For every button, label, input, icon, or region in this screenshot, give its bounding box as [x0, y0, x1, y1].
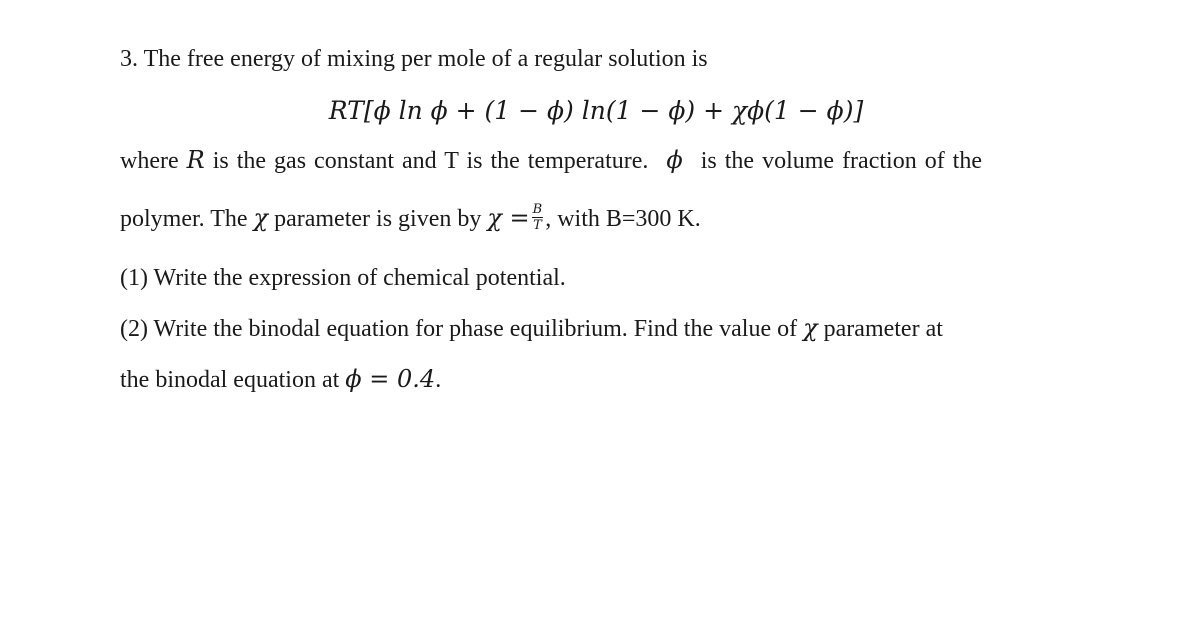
part2-line2-prefix: the binodal equation at: [120, 367, 346, 393]
phi-symbol: ϕ: [666, 146, 683, 174]
definition-line: [120, 145, 982, 176]
chi-symbol: χ: [253, 204, 269, 232]
chi-suffix: , with B=300 K.: [545, 206, 701, 232]
r-symbol: R: [186, 146, 205, 174]
part2-line2-suffix: .: [435, 367, 442, 393]
chi-equals: χ =: [487, 204, 530, 232]
chi-mid: parameter is given by: [268, 206, 488, 232]
chi-prefix: polymer. The: [120, 206, 254, 232]
part-1: (1) Write the expression of chemical potential.: [120, 265, 566, 291]
part2-suffix: parameter at: [817, 316, 943, 342]
fraction-numerator: B: [532, 201, 543, 217]
part-2-line-1: [120, 313, 943, 344]
part2-phi-equation: ϕ = 0.4: [345, 365, 436, 393]
part2-prefix: (2) Write the binodal equation for phase equilibrium. Find the value of: [120, 316, 804, 342]
problem-heading: 3. The free energy of mixing per mole of a regular solution is: [120, 46, 708, 72]
chi-definition-line: [120, 203, 701, 235]
part-2-line-2: [120, 364, 441, 395]
where-suffix: is the volume fraction of the: [692, 148, 983, 174]
fraction-denominator: T: [533, 217, 542, 233]
where-prefix: where: [120, 148, 187, 174]
part2-chi-symbol: χ: [803, 314, 818, 342]
b-over-t-fraction: [532, 203, 544, 232]
free-energy-equation: RT[ϕ ln ϕ + (1 − ϕ) ln(1 − ϕ) + χϕ(1 − ϕ)]: [328, 96, 864, 125]
where-mid: is the gas constant and T is the temperature.: [204, 148, 657, 174]
